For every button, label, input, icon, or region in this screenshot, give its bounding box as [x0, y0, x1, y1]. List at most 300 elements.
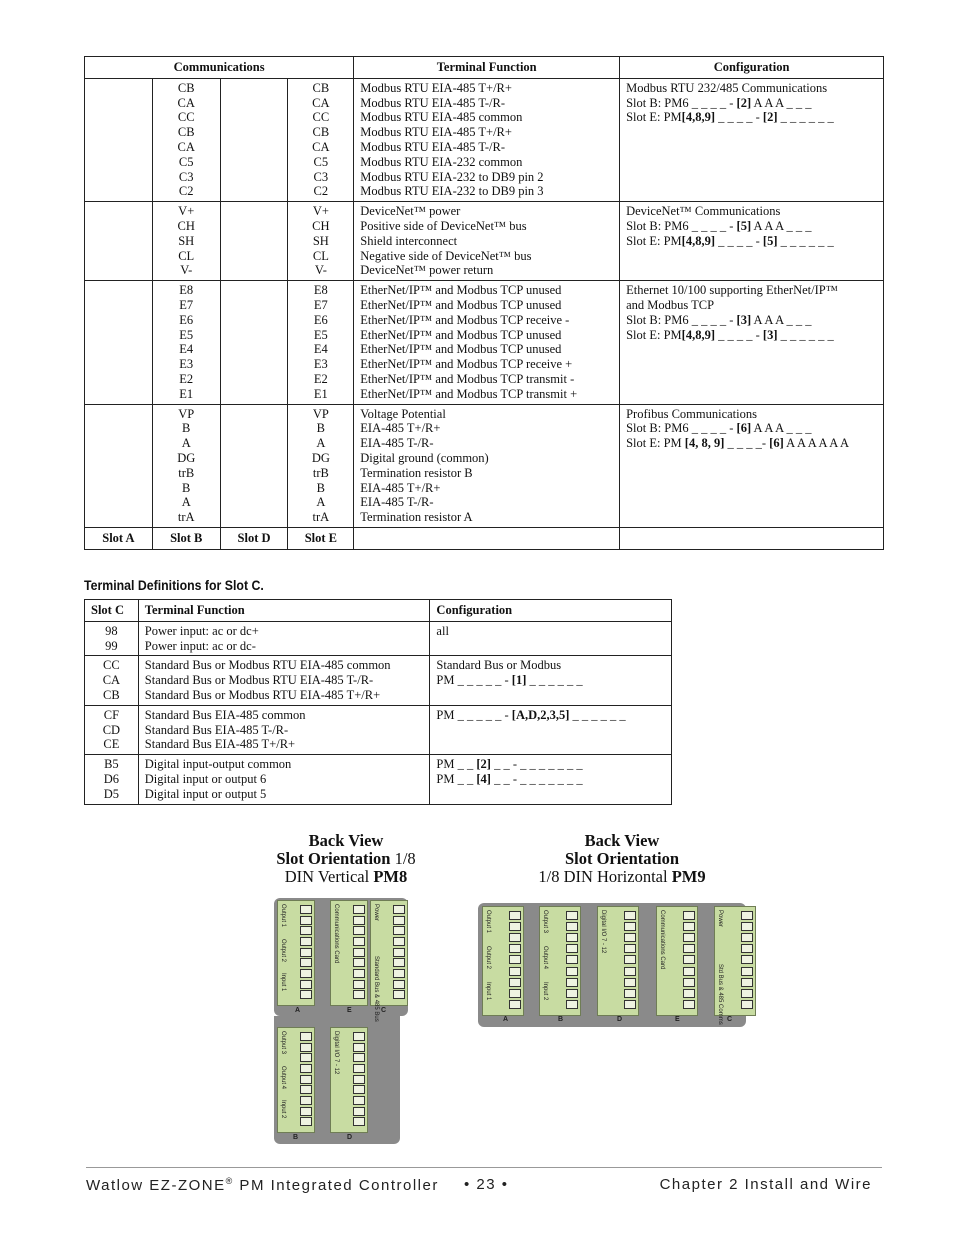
slot-letter: C: [727, 1016, 733, 1023]
terminal-label: E3: [179, 357, 194, 372]
function-text: Standard Bus EIA-485 T-/R-: [144, 722, 289, 737]
terminal-label: E7: [179, 297, 194, 312]
bv2-line3-rest: 1/8 DIN Horizontal: [538, 867, 672, 886]
terminal-screw: [300, 1032, 312, 1041]
config-text: PM _ _ [2] _ _ - _ _ _ _ _ _ _: [436, 757, 583, 772]
function-text: EtherNet/IP™ and Modbus TCP receive -: [360, 312, 570, 327]
function-text: EIA-485 T+/R+: [360, 480, 441, 495]
terminal-screw: [683, 955, 695, 964]
terminal-screw: [741, 955, 753, 964]
terminal-screw: [509, 978, 521, 987]
bv1-line3-rest: DIN Vertical: [284, 867, 374, 886]
comm-row: [85, 78, 884, 201]
config-text: DeviceNet™ Communications: [626, 204, 781, 219]
slot-b-terminals: [152, 404, 220, 527]
footer-product-prefix: Watlow EZ-ZONE: [86, 1177, 226, 1194]
terminal-label: 99: [105, 638, 118, 653]
connector-label: Power: [717, 910, 723, 928]
terminal-screw: [393, 980, 405, 989]
terminal-screw: [741, 911, 753, 920]
footer-product-suffix: PM Integrated Controller: [233, 1177, 439, 1194]
slot-letter: A: [503, 1016, 509, 1023]
terminal-label: CE: [103, 737, 120, 752]
function-text: Modbus RTU EIA-232 to DB9 pin 3: [360, 184, 544, 199]
terminal-screw: [300, 926, 312, 935]
connector-label: Input 1: [485, 982, 491, 1001]
function-text: Termination resistor A: [360, 510, 473, 525]
terminal-label: CA: [177, 139, 195, 154]
terminal-screw: [353, 1075, 365, 1084]
terminal-label: A: [316, 495, 326, 510]
terminal-screw: [300, 916, 312, 925]
slot-letter: D: [617, 1016, 623, 1023]
terminal-label: E6: [313, 312, 328, 327]
function-text: Power input: ac or dc-: [144, 638, 256, 653]
terminal-label: DG: [311, 450, 330, 465]
header-configuration: Configuration: [620, 57, 884, 79]
function-text: Termination resistor B: [360, 465, 473, 480]
terminal-label: E3: [313, 357, 328, 372]
function-text: EtherNet/IP™ and Modbus TCP unused: [360, 283, 562, 298]
terminal-screw: [300, 980, 312, 989]
bv1-line3-bold: PM8: [373, 867, 408, 886]
slot-c-terminals: [85, 621, 139, 656]
terminal-screw: [566, 967, 578, 976]
function-text: Negative side of DeviceNet™ bus: [360, 248, 532, 263]
terminal-label: E8: [313, 283, 328, 298]
empty-cell: [620, 527, 884, 549]
slot-a-cell: [85, 281, 153, 404]
terminal-screw: [393, 937, 405, 946]
terminal-screw: [624, 955, 636, 964]
slot-b-terminals: [152, 281, 220, 404]
function-text: Modbus RTU EIA-485 T+/R+: [360, 80, 512, 95]
slot-c-terminals: [85, 705, 139, 754]
terminal-screw: [624, 978, 636, 987]
terminal-label: E4: [179, 342, 194, 357]
terminal-label: CA: [312, 139, 330, 154]
config-text: PM _ _ _ _ _ - [A,D,2,3,5] _ _ _ _ _ _: [436, 707, 626, 722]
terminal-screw: [353, 980, 365, 989]
terminal-screw: [300, 1075, 312, 1084]
terminal-functions: [354, 78, 620, 201]
registered-mark: ®: [225, 1176, 234, 1186]
header-configuration: Configuration: [430, 600, 672, 622]
connector-label: Output 3: [542, 910, 548, 934]
terminal-label: trB: [178, 465, 195, 480]
terminal-label: 98: [105, 623, 118, 638]
terminal-label: C5: [313, 154, 329, 169]
terminal-label: CB: [177, 125, 195, 140]
terminal-screw: [683, 967, 695, 976]
terminal-label: E2: [179, 371, 194, 386]
function-text: Voltage Potential: [360, 406, 446, 421]
terminal-screw: [683, 922, 695, 931]
config-text: Slot E: PM[4,8,9] _ _ _ _ - [2] _ _ _ _ _ _: [626, 110, 834, 125]
configuration: [620, 404, 884, 527]
bv1-line1: Back View: [308, 831, 384, 850]
terminal-screw: [353, 990, 365, 999]
function-text: Standard Bus or Modbus RTU EIA-485 T+/R+: [144, 687, 381, 702]
slot-letter: E: [675, 1016, 680, 1023]
slot-c-terminal-table: [84, 599, 672, 805]
configuration: [430, 755, 672, 804]
terminal-screw: [509, 922, 521, 931]
terminal-screw: [741, 989, 753, 998]
terminal-functions: [354, 404, 620, 527]
terminal-screw: [300, 1085, 312, 1094]
function-text: Positive side of DeviceNet™ bus: [360, 218, 527, 233]
configuration: [620, 281, 884, 404]
connector-label: Digital I/O 7 - 12: [333, 1031, 339, 1075]
terminal-label: VP: [178, 406, 195, 421]
function-text: EIA-485 T-/R-: [360, 495, 434, 510]
config-text: and Modbus TCP: [626, 297, 715, 312]
terminal-screw: [741, 922, 753, 931]
terminal-screw: [624, 922, 636, 931]
terminal-label: D5: [103, 786, 120, 801]
terminal-label: CH: [312, 218, 330, 233]
terminal-screw: [566, 933, 578, 942]
slot-d-cell: [220, 281, 288, 404]
function-text: EtherNet/IP™ and Modbus TCP unused: [360, 327, 562, 342]
footer-rule: [86, 1167, 882, 1168]
configuration: [620, 202, 884, 281]
terminal-label: CB: [312, 125, 330, 140]
slot-letter: D: [347, 1134, 353, 1141]
terminal-label: C5: [178, 154, 194, 169]
terminal-label: E5: [179, 327, 194, 342]
terminal-label: CB: [177, 80, 195, 95]
config-text: Slot B: PM6 _ _ _ _ - [5] A A A _ _ _: [626, 218, 812, 233]
function-text: Modbus RTU EIA-485 T-/R-: [360, 139, 506, 154]
terminal-screw: [300, 1064, 312, 1073]
terminal-screw: [300, 969, 312, 978]
slot-letter: A: [295, 1007, 301, 1014]
terminal-label: C2: [313, 184, 329, 199]
terminal-screw: [566, 978, 578, 987]
function-text: Modbus RTU EIA-485 T+/R+: [360, 125, 512, 140]
terminal-label: E5: [313, 327, 328, 342]
terminal-label: C3: [178, 169, 194, 184]
terminal-label: V+: [312, 204, 329, 219]
terminal-screw: [393, 905, 405, 914]
terminal-screw: [624, 911, 636, 920]
terminal-screw: [683, 933, 695, 942]
terminal-label: SH: [312, 233, 329, 248]
config-text: Ethernet 10/100 supporting EtherNet/IP™: [626, 283, 838, 298]
footer-chapter: Chapter 2 Install and Wire: [659, 1176, 872, 1193]
terminal-label: CF: [103, 707, 120, 722]
config-text: Slot B: PM6 _ _ _ _ - [3] A A A _ _ _: [626, 312, 812, 327]
config-text: Slot B: PM6 _ _ _ _ - [6] A A A _ _ _: [626, 421, 812, 436]
terminal-label: SH: [178, 233, 195, 248]
config-text: Profibus Communications: [626, 406, 757, 421]
terminal-label: CL: [312, 248, 329, 263]
terminal-screw: [300, 1107, 312, 1116]
slot-label-row: [85, 527, 884, 549]
slot-a-cell: [85, 202, 153, 281]
slot-letter: E: [347, 1007, 352, 1014]
terminal-screw: [509, 955, 521, 964]
terminal-screw: [353, 937, 365, 946]
function-text: Digital input-output common: [144, 757, 292, 772]
terminal-screw: [353, 1053, 365, 1062]
function-text: EtherNet/IP™ and Modbus TCP receive +: [360, 357, 573, 372]
terminal-screw: [509, 1000, 521, 1009]
function-text: Standard Bus or Modbus RTU EIA-485 T-/R-: [144, 673, 374, 688]
slot-d-cell: [220, 404, 288, 527]
terminal-label: E1: [313, 386, 328, 401]
terminal-screw: [353, 1117, 365, 1126]
terminal-screw: [683, 978, 695, 987]
connector-label: Output 4: [542, 946, 548, 970]
function-text: DeviceNet™ power: [360, 204, 461, 219]
terminal-label: E2: [313, 371, 328, 386]
terminal-screw: [353, 958, 365, 967]
bv2-line3-bold: PM9: [671, 867, 706, 886]
terminal-screw: [353, 926, 365, 935]
terminal-screw: [353, 1032, 365, 1041]
terminal-label: CB: [312, 80, 330, 95]
terminal-label: B: [182, 480, 191, 495]
terminal-screw: [683, 1000, 695, 1009]
terminal-screw: [741, 978, 753, 987]
config-text: PM _ _ _ _ _ - [1] _ _ _ _ _ _: [436, 673, 583, 688]
footer-page-number: • 23 •: [464, 1176, 509, 1193]
slot-c-section-title: Terminal Definitions for Slot C.: [84, 577, 264, 593]
terminal-screw: [566, 944, 578, 953]
terminal-screw: [393, 958, 405, 967]
terminal-label: C3: [313, 169, 329, 184]
terminal-screw: [353, 1085, 365, 1094]
back-view-horizontal-title: [502, 832, 742, 886]
terminal-screw: [683, 989, 695, 998]
terminal-label: CH: [177, 218, 195, 233]
terminal-screw: [300, 948, 312, 957]
header-slot-c: Slot C: [85, 600, 139, 622]
terminal-label: CA: [102, 673, 121, 688]
slot-e-terminals: [288, 281, 354, 404]
slot-letter: C: [381, 1007, 387, 1014]
configuration: [430, 621, 672, 656]
slot-b-terminals: [152, 78, 220, 201]
function-text: Modbus RTU EIA-485 common: [360, 110, 523, 125]
function-text: EtherNet/IP™ and Modbus TCP unused: [360, 297, 562, 312]
terminal-screw: [393, 990, 405, 999]
terminal-functions: [138, 705, 430, 754]
empty-cell: [354, 527, 620, 549]
function-text: Digital input or output 5: [144, 786, 267, 801]
terminal-screw: [624, 967, 636, 976]
terminal-screw: [300, 958, 312, 967]
config-text: Slot E: PM[4,8,9] _ _ _ _ - [5] _ _ _ _ _ _: [626, 233, 834, 248]
terminal-label: CC: [103, 658, 120, 673]
slot-c-row: [85, 755, 672, 804]
terminal-label: E1: [179, 386, 194, 401]
function-text: Digital input or output 6: [144, 771, 267, 786]
terminal-label: V-: [314, 263, 327, 278]
terminal-label: V-: [180, 263, 193, 278]
config-text: Slot E: PM [4, 8, 9] _ _ _ _- [6] A A A A A A: [626, 436, 850, 451]
terminal-label: E8: [179, 283, 194, 298]
terminal-label: CA: [312, 95, 330, 110]
terminal-label: B5: [104, 757, 119, 772]
function-text: Modbus RTU EIA-485 T-/R-: [360, 95, 506, 110]
function-text: EtherNet/IP™ and Modbus TCP transmit -: [360, 371, 575, 386]
comm-row: [85, 202, 884, 281]
connector-label: Input 2: [542, 982, 548, 1001]
function-text: EtherNet/IP™ and Modbus TCP unused: [360, 342, 562, 357]
slot-a-cell: [85, 78, 153, 201]
function-text: Modbus RTU EIA-232 common: [360, 154, 523, 169]
slot-c-terminals: [85, 656, 139, 705]
config-text: PM _ _ [4] _ _ - _ _ _ _ _ _ _: [436, 771, 583, 786]
terminal-label: CC: [177, 110, 195, 125]
back-view-vertical-title: [228, 832, 464, 886]
terminal-label: CD: [102, 722, 121, 737]
terminal-screw: [741, 944, 753, 953]
terminal-screw: [741, 933, 753, 942]
terminal-screw: [353, 905, 365, 914]
terminal-label: A: [181, 495, 191, 510]
connector-label: Communications Card: [333, 904, 339, 964]
terminal-label: V+: [178, 204, 195, 219]
terminal-label: E7: [313, 297, 328, 312]
slot-label: Slot B: [152, 527, 220, 549]
bv1-line2-bold: Slot Orientation: [276, 849, 391, 868]
function-text: EtherNet/IP™ and Modbus TCP transmit +: [360, 386, 578, 401]
connector-label: Output 1: [485, 910, 491, 934]
terminal-screw: [353, 1107, 365, 1116]
function-text: Digital ground (common): [360, 450, 489, 465]
terminal-screw: [393, 926, 405, 935]
function-text: EIA-485 T+/R+: [360, 421, 441, 436]
function-text: DeviceNet™ power return: [360, 263, 494, 278]
config-text: Slot E: PM[4,8,9] _ _ _ _ - [3] _ _ _ _ _ _: [626, 327, 834, 342]
terminal-label: B: [316, 421, 326, 436]
terminal-screw: [509, 967, 521, 976]
terminal-label: DG: [177, 450, 196, 465]
function-text: Modbus RTU EIA-232 to DB9 pin 2: [360, 169, 544, 184]
terminal-screw: [300, 990, 312, 999]
connector-label: Input 2: [280, 1100, 286, 1119]
connector-label: Standard Bus & 485 Bus: [373, 956, 379, 1022]
terminal-functions: [354, 281, 620, 404]
configuration: [430, 656, 672, 705]
terminal-label: trA: [312, 510, 330, 525]
terminal-screw: [300, 937, 312, 946]
terminal-label: CL: [178, 248, 195, 263]
terminal-label: C2: [178, 184, 194, 199]
terminal-screw: [624, 933, 636, 942]
terminal-screw: [566, 955, 578, 964]
connector-label: Output 3: [280, 1031, 286, 1055]
header-terminal-function: Terminal Function: [354, 57, 620, 79]
terminal-label: A: [316, 436, 326, 451]
terminal-screw: [393, 948, 405, 957]
terminal-label: CB: [103, 687, 120, 702]
slot-letter: B: [558, 1016, 564, 1023]
function-text: Standard Bus EIA-485 common: [144, 707, 306, 722]
slot-c-row: [85, 621, 672, 656]
footer-product: [86, 1176, 439, 1194]
terminal-screw: [393, 916, 405, 925]
slot-e-terminals: [288, 404, 354, 527]
terminal-screw: [566, 922, 578, 931]
header-communications: Communications: [85, 57, 354, 79]
bv2-line1: Back View: [584, 831, 660, 850]
terminal-screw: [741, 1000, 753, 1009]
header-terminal-function: Terminal Function: [138, 600, 430, 622]
comm-row: [85, 281, 884, 404]
slot-c-row: [85, 656, 672, 705]
terminal-screw: [300, 1053, 312, 1062]
bv1-line2-rest: 1/8: [390, 849, 416, 868]
connector-label: Output 1: [280, 904, 286, 928]
config-text: all: [436, 623, 449, 638]
slot-d-cell: [220, 78, 288, 201]
communications-terminal-table: [84, 56, 884, 550]
terminal-label: CA: [177, 95, 195, 110]
terminal-label: trA: [177, 510, 195, 525]
slot-label: Slot E: [288, 527, 354, 549]
config-text: Slot B: PM6 _ _ _ _ - [2] A A A _ _ _: [626, 95, 812, 110]
slot-c-terminals: [85, 755, 139, 804]
config-text: Standard Bus or Modbus: [436, 658, 562, 673]
terminal-screw: [566, 911, 578, 920]
slot-letter: B: [293, 1134, 299, 1141]
terminal-screw: [509, 933, 521, 942]
terminal-screw: [683, 911, 695, 920]
terminal-label: VP: [312, 406, 329, 421]
terminal-label: E6: [179, 312, 194, 327]
slot-d-cell: [220, 202, 288, 281]
terminal-label: D6: [103, 771, 120, 786]
slot-b-terminals: [152, 202, 220, 281]
slot-label: Slot A: [85, 527, 153, 549]
function-text: Power input: ac or dc+: [144, 623, 259, 638]
terminal-label: B: [182, 421, 191, 436]
terminal-screw: [300, 1096, 312, 1105]
bv2-line2-bold: Slot Orientation: [564, 849, 680, 868]
terminal-screw: [566, 1000, 578, 1009]
terminal-functions: [138, 755, 430, 804]
function-text: Standard Bus or Modbus RTU EIA-485 common: [144, 658, 391, 673]
slot-c-row: [85, 705, 672, 754]
configuration: [430, 705, 672, 754]
terminal-screw: [624, 1000, 636, 1009]
slot-e-terminals: [288, 78, 354, 201]
connector-label: Std Bus & 485 Comms: [717, 964, 723, 1025]
terminal-functions: [354, 202, 620, 281]
terminal-functions: [138, 656, 430, 705]
terminal-screw: [683, 944, 695, 953]
function-text: Standard Bus EIA-485 T+/R+: [144, 737, 296, 752]
terminal-screw: [300, 1117, 312, 1126]
terminal-screw: [624, 944, 636, 953]
connector-label: Output 2: [485, 946, 491, 970]
connector-label: Power: [373, 904, 379, 922]
connector-label: Communications Card: [659, 910, 665, 970]
terminal-screw: [353, 948, 365, 957]
terminal-screw: [300, 1043, 312, 1052]
connector-label: Digital I/O 7 - 12: [600, 910, 606, 954]
terminal-screw: [300, 905, 312, 914]
comm-row: [85, 404, 884, 527]
terminal-screw: [741, 967, 753, 976]
slot-e-terminals: [288, 202, 354, 281]
